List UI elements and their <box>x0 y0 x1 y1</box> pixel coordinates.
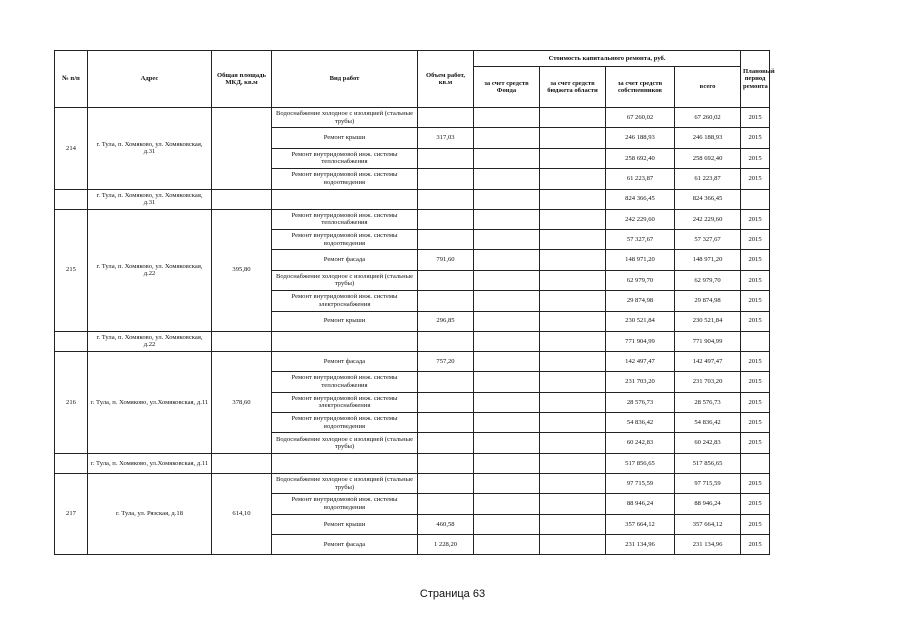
period-cell: 2015 <box>741 169 770 189</box>
fund-cell <box>474 270 540 290</box>
owners-cell: 97 715,59 <box>606 473 675 493</box>
period-cell: 2015 <box>741 209 770 229</box>
fund-cell <box>474 169 540 189</box>
fund-cell <box>474 372 540 392</box>
owners-cell: 231 703,20 <box>606 372 675 392</box>
col-header-cost-group: Стоимость капитального ремонта, руб. <box>474 51 741 67</box>
subtotal-region-cell <box>540 189 606 209</box>
address-cell: г. Тула, п. Хомяково, ул. Хомяковская, д.31 <box>88 108 212 190</box>
owners-cell: 242 229,60 <box>606 209 675 229</box>
period-cell: 2015 <box>741 311 770 331</box>
subtotal-volume-cell <box>418 453 474 473</box>
subtotal-period-cell <box>741 189 770 209</box>
row-number: 217 <box>55 473 88 555</box>
subtotal-owners: 824 366,45 <box>606 189 675 209</box>
owners-cell: 231 134,96 <box>606 535 675 555</box>
fund-cell <box>474 392 540 412</box>
subtotal-fund-cell <box>474 331 540 351</box>
volume-cell <box>418 108 474 128</box>
row-number: 214 <box>55 108 88 190</box>
subtotal-work-cell <box>272 331 418 351</box>
volume-cell: 1 228,20 <box>418 535 474 555</box>
total-cell: 231 703,20 <box>675 372 741 392</box>
subtotal-volume-cell <box>418 189 474 209</box>
col-header-total: всего <box>675 67 741 108</box>
subtotal-volume-cell <box>418 331 474 351</box>
total-cell: 88 946,24 <box>675 494 741 514</box>
total-cell: 148 971,20 <box>675 250 741 270</box>
work-type-cell: Водоснабжение холодное с изоляцией (стальные трубы) <box>272 108 418 128</box>
fund-cell <box>474 351 540 371</box>
area-cell: 395,80 <box>212 209 272 331</box>
work-type-cell: Водоснабжение холодное с изоляцией (стальные трубы) <box>272 473 418 493</box>
total-cell: 357 664,12 <box>675 514 741 534</box>
col-header-period: Плановый период ремонта <box>741 51 770 108</box>
total-cell: 242 229,60 <box>675 209 741 229</box>
fund-cell <box>474 413 540 433</box>
subtotal-work-cell <box>272 189 418 209</box>
volume-cell <box>418 433 474 453</box>
volume-cell <box>418 413 474 433</box>
subtotal-area-cell <box>212 189 272 209</box>
total-cell: 231 134,96 <box>675 535 741 555</box>
region-cell <box>540 473 606 493</box>
region-cell <box>540 433 606 453</box>
row-number: 216 <box>55 351 88 453</box>
region-cell <box>540 392 606 412</box>
total-cell: 142 497,47 <box>675 351 741 371</box>
owners-cell: 88 946,24 <box>606 494 675 514</box>
fund-cell <box>474 250 540 270</box>
subtotal-row <box>55 189 770 209</box>
period-cell: 2015 <box>741 148 770 168</box>
fund-cell <box>474 229 540 249</box>
address-cell: г. Тула, ул. Рязская, д.18 <box>88 473 212 555</box>
document-sheet <box>54 50 775 555</box>
owners-cell: 357 664,12 <box>606 514 675 534</box>
work-type-cell: Ремонт крыши <box>272 514 418 534</box>
fund-cell <box>474 494 540 514</box>
region-cell <box>540 108 606 128</box>
volume-cell <box>418 291 474 311</box>
subtotal-work-cell <box>272 453 418 473</box>
subtotal-num-cell <box>55 331 88 351</box>
owners-cell: 230 521,84 <box>606 311 675 331</box>
owners-cell: 62 979,70 <box>606 270 675 290</box>
region-cell <box>540 413 606 433</box>
period-cell: 2015 <box>741 291 770 311</box>
fund-cell <box>474 433 540 453</box>
table-row <box>55 209 770 229</box>
subtotal-area-cell <box>212 453 272 473</box>
work-type-cell: Водоснабжение холодное с изоляцией (стальные трубы) <box>272 270 418 290</box>
subtotal-region-cell <box>540 331 606 351</box>
volume-cell <box>418 148 474 168</box>
subtotal-period-cell <box>741 453 770 473</box>
region-cell <box>540 148 606 168</box>
subtotal-address: г. Тула, п. Хомяково, ул. Хомяковская, д.22 <box>88 331 212 351</box>
owners-cell: 148 971,20 <box>606 250 675 270</box>
fund-cell <box>474 291 540 311</box>
area-cell <box>212 108 272 190</box>
fund-cell <box>474 311 540 331</box>
fund-cell <box>474 148 540 168</box>
table-row <box>55 108 770 128</box>
total-cell: 54 836,42 <box>675 413 741 433</box>
table-body <box>55 108 770 555</box>
period-cell: 2015 <box>741 270 770 290</box>
volume-cell <box>418 372 474 392</box>
header-row-top <box>55 51 770 67</box>
area-cell: 378,60 <box>212 351 272 453</box>
col-header-region: за счет средств бюджета области <box>540 67 606 108</box>
period-cell: 2015 <box>741 494 770 514</box>
work-type-cell: Ремонт внутридомовой инж. системы водоотведения <box>272 169 418 189</box>
total-cell: 61 223,87 <box>675 169 741 189</box>
total-cell: 230 521,84 <box>675 311 741 331</box>
subtotal-owners: 771 904,99 <box>606 331 675 351</box>
total-cell: 28 576,73 <box>675 392 741 412</box>
subtotal-region-cell <box>540 453 606 473</box>
volume-cell <box>418 473 474 493</box>
subtotal-area-cell <box>212 331 272 351</box>
total-cell: 258 692,40 <box>675 148 741 168</box>
volume-cell: 296,85 <box>418 311 474 331</box>
fund-cell <box>474 108 540 128</box>
owners-cell: 61 223,87 <box>606 169 675 189</box>
col-header-fund: за счет средств Фонда <box>474 67 540 108</box>
work-type-cell: Ремонт фасада <box>272 351 418 371</box>
fund-cell <box>474 535 540 555</box>
fund-cell <box>474 128 540 148</box>
row-number: 215 <box>55 209 88 331</box>
work-type-cell: Ремонт внутридомовой инж. системы водоотведения <box>272 413 418 433</box>
period-cell: 2015 <box>741 372 770 392</box>
region-cell <box>540 494 606 514</box>
volume-cell <box>418 270 474 290</box>
owners-cell: 258 692,40 <box>606 148 675 168</box>
region-cell <box>540 311 606 331</box>
owners-cell: 246 188,93 <box>606 128 675 148</box>
owners-cell: 67 260,02 <box>606 108 675 128</box>
region-cell <box>540 128 606 148</box>
subtotal-fund-cell <box>474 189 540 209</box>
work-type-cell: Ремонт внутридомовой инж. системы водоотведения <box>272 494 418 514</box>
subtotal-total: 824 366,45 <box>675 189 741 209</box>
period-cell: 2015 <box>741 413 770 433</box>
work-type-cell: Водоснабжение холодное с изоляцией (стальные трубы) <box>272 433 418 453</box>
region-cell <box>540 209 606 229</box>
volume-cell <box>418 209 474 229</box>
col-header-work-type: Вид работ <box>272 51 418 108</box>
total-cell: 67 260,02 <box>675 108 741 128</box>
total-cell: 62 979,70 <box>675 270 741 290</box>
work-type-cell: Ремонт внутридомовой инж. системы теплоснабжения <box>272 148 418 168</box>
period-cell: 2015 <box>741 250 770 270</box>
work-type-cell: Ремонт фасада <box>272 535 418 555</box>
volume-cell: 757,20 <box>418 351 474 371</box>
area-cell: 614,10 <box>212 473 272 555</box>
period-cell: 2015 <box>741 514 770 534</box>
work-type-cell: Ремонт фасада <box>272 250 418 270</box>
region-cell <box>540 169 606 189</box>
region-cell <box>540 535 606 555</box>
period-cell: 2015 <box>741 433 770 453</box>
subtotal-period-cell <box>741 331 770 351</box>
subtotal-owners: 517 856,65 <box>606 453 675 473</box>
subtotal-address: г. Тула, п. Хомяково, ул. Хомяковская, д.31 <box>88 189 212 209</box>
period-cell: 2015 <box>741 108 770 128</box>
total-cell: 97 715,59 <box>675 473 741 493</box>
col-header-num: № п/п <box>55 51 88 108</box>
region-cell <box>540 372 606 392</box>
total-cell: 246 188,93 <box>675 128 741 148</box>
col-header-owners: за счет средств собственников <box>606 67 675 108</box>
volume-cell: 460,58 <box>418 514 474 534</box>
work-type-cell: Ремонт внутридомовой инж. системы водоотведения <box>272 229 418 249</box>
region-cell <box>540 250 606 270</box>
col-header-volume: Объем работ, кв.м <box>418 51 474 108</box>
volume-cell <box>418 494 474 514</box>
period-cell: 2015 <box>741 535 770 555</box>
subtotal-num-cell <box>55 189 88 209</box>
capital-repair-table <box>54 50 775 555</box>
table-row <box>55 473 770 493</box>
period-cell: 2015 <box>741 128 770 148</box>
owners-cell: 28 576,73 <box>606 392 675 412</box>
period-cell: 2015 <box>741 229 770 249</box>
work-type-cell: Ремонт внутридомовой инж. системы электроснабжения <box>272 291 418 311</box>
region-cell <box>540 229 606 249</box>
volume-cell: 791,60 <box>418 250 474 270</box>
owners-cell: 57 327,67 <box>606 229 675 249</box>
total-cell: 29 874,98 <box>675 291 741 311</box>
fund-cell <box>474 209 540 229</box>
period-cell: 2015 <box>741 351 770 371</box>
volume-cell: 317,03 <box>418 128 474 148</box>
work-type-cell: Ремонт крыши <box>272 311 418 331</box>
fund-cell <box>474 473 540 493</box>
work-type-cell: Ремонт внутридомовой инж. системы теплоснабжения <box>272 209 418 229</box>
page-number: Страница 63 <box>419 588 486 600</box>
owners-cell: 54 836,42 <box>606 413 675 433</box>
volume-cell <box>418 169 474 189</box>
owners-cell: 142 497,47 <box>606 351 675 371</box>
region-cell <box>540 291 606 311</box>
region-cell <box>540 351 606 371</box>
region-cell <box>540 270 606 290</box>
fund-cell <box>474 514 540 534</box>
region-cell <box>540 514 606 534</box>
volume-cell <box>418 392 474 412</box>
owners-cell: 60 242,83 <box>606 433 675 453</box>
volume-cell <box>418 229 474 249</box>
col-header-area: Общая площадь МКД, кв.м <box>212 51 272 108</box>
address-cell: г. Тула, п. Хомяково, ул. Хомяковская, д.22 <box>88 209 212 331</box>
subtotal-total: 517 856,65 <box>675 453 741 473</box>
owners-cell: 29 874,98 <box>606 291 675 311</box>
address-cell: г. Тула, п. Хомяково, ул.Хомяковская, д.11 <box>88 351 212 453</box>
period-cell: 2015 <box>741 392 770 412</box>
period-cell: 2015 <box>741 473 770 493</box>
subtotal-address: г. Тула, п. Хомяково, ул.Хомяковская, д.11 <box>88 453 212 473</box>
total-cell: 57 327,67 <box>675 229 741 249</box>
work-type-cell: Ремонт внутридомовой инж. системы электроснабжения <box>272 392 418 412</box>
table-row <box>55 351 770 371</box>
subtotal-row <box>55 453 770 473</box>
subtotal-fund-cell <box>474 453 540 473</box>
work-type-cell: Ремонт крыши <box>272 128 418 148</box>
work-type-cell: Ремонт внутридомовой инж. системы теплоснабжения <box>272 372 418 392</box>
total-cell: 60 242,83 <box>675 433 741 453</box>
subtotal-total: 771 904,99 <box>675 331 741 351</box>
subtotal-num-cell <box>55 453 88 473</box>
col-header-address: Адрес <box>88 51 212 108</box>
subtotal-row <box>55 331 770 351</box>
